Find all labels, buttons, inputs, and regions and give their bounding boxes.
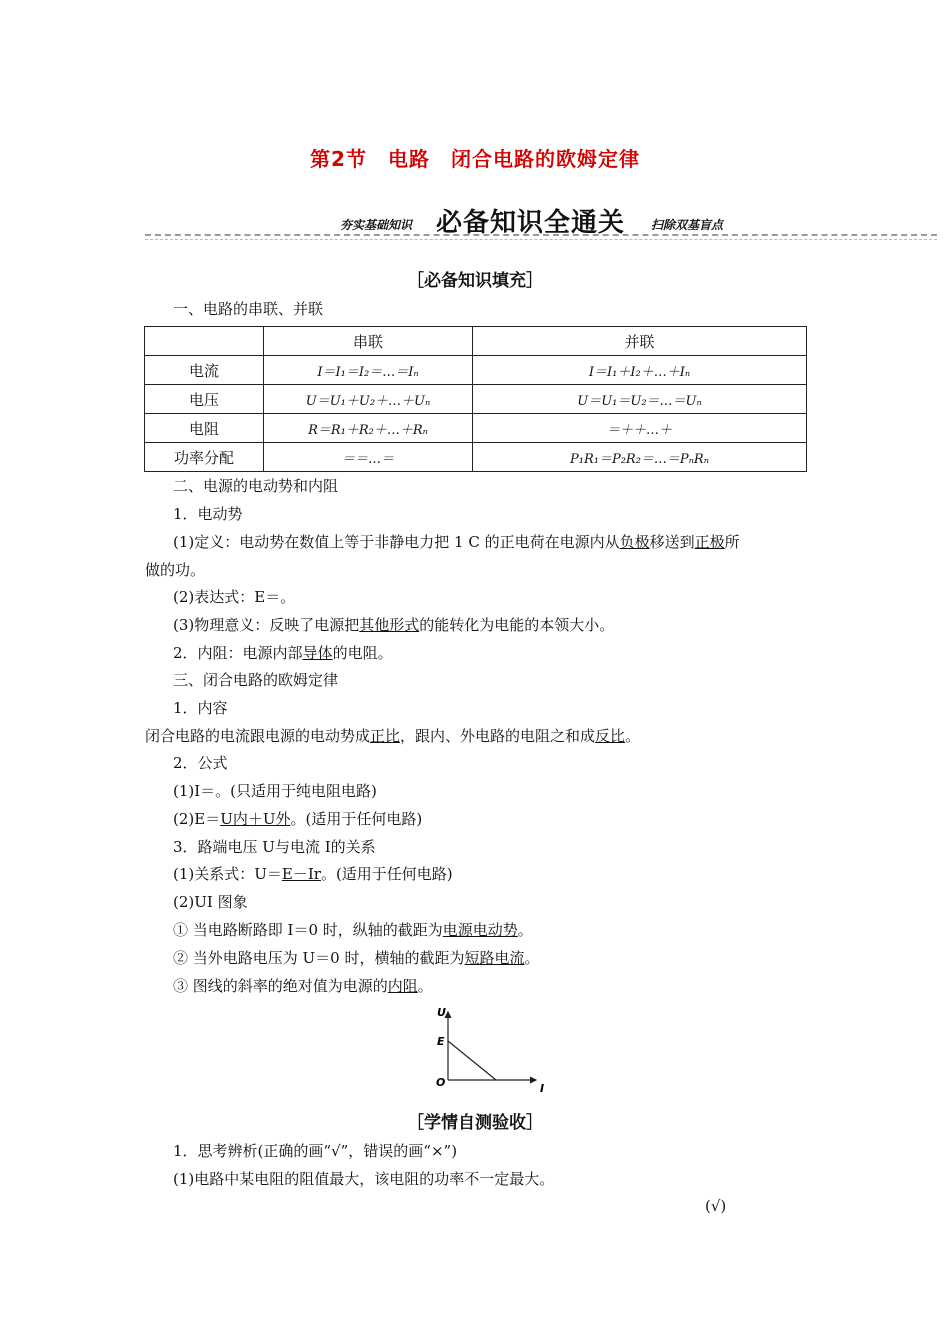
subheading-content: 1．内容 xyxy=(173,699,228,717)
section-heading-self-test: ［学情自测验收］ xyxy=(407,1113,543,1133)
y-axis-label: U xyxy=(437,1006,446,1019)
table-cell: 电压 xyxy=(145,385,264,414)
x-axis-label: I xyxy=(540,1082,545,1095)
section-heading-knowledge: ［必备知识填充］ xyxy=(407,271,543,291)
banner-left-text: 夯实基础知识 xyxy=(340,218,413,232)
table-row xyxy=(145,414,807,443)
ui-point-1: ① 当电路断路即 I＝0 时，纵轴的截距为电源电动势。 xyxy=(173,921,533,939)
table-cell: U＝U₁＝U₂＝…＝Uₙ xyxy=(473,385,807,414)
emf-definition-cont: 做的功。 xyxy=(145,561,206,579)
ui-point-2: ② 当外电路电压为 U＝0 时，横轴的截距为短路电流。 xyxy=(173,949,540,967)
emf-intercept-label: E xyxy=(437,1035,445,1048)
ui-line xyxy=(448,1041,496,1080)
table-cell: U＝U₁＋U₂＋…＋Uₙ xyxy=(264,385,473,414)
heading-series-parallel: 一、电路的串联、并联 xyxy=(173,300,324,318)
subheading-terminal-voltage: 3．路端电压 U与电流 I的关系 xyxy=(173,838,376,856)
subheading-formula: 2．公式 xyxy=(173,754,228,772)
table-cell: R＝R₁＋R₂＋…＋Rₙ xyxy=(264,414,473,443)
table-header-cell xyxy=(145,327,264,356)
table-cell: I＝I₁＋I₂＋…＋Iₙ xyxy=(473,356,807,385)
banner-divider xyxy=(145,234,937,236)
ui-graph-label: (2)UI 图象 xyxy=(173,893,248,911)
table-cell: I＝I₁＝I₂＝…＝Iₙ xyxy=(264,356,473,385)
heading-emf: 二、电源的电动势和内阻 xyxy=(173,477,339,495)
question-1-item-1: (1)电路中某电阻的阻值最大，该电阻的功率不一定最大。 xyxy=(173,1170,555,1188)
page-title: 第2节 电路 闭合电路的欧姆定律 xyxy=(310,147,640,171)
table-cell: 电流 xyxy=(145,356,264,385)
relation-formula: (1)关系式：U＝E－Ir。(适用于任何电路) xyxy=(173,865,453,883)
internal-resistance: 2．内阻：电源内部导体的电阻。 xyxy=(173,644,393,662)
ui-point-3: ③ 图线的斜率的绝对值为电源的内阻。 xyxy=(173,977,433,995)
emf-definition: (1)定义：电动势在数值上等于非静电力把 1 C 的正电荷在电源内从负极移送到正极所 xyxy=(173,533,740,551)
emf-meaning: (3)物理意义：反映了电源把其他形式的能转化为电能的本领大小。 xyxy=(173,616,615,634)
table-header-row xyxy=(145,327,807,356)
answer-mark: (√) xyxy=(705,1197,727,1215)
emf-expression: (2)表达式：E＝。 xyxy=(173,588,296,606)
table-row xyxy=(145,443,807,472)
table-cell: 功率分配 xyxy=(145,443,264,472)
formula-1: (1)I＝。(只适用于纯电阻电路) xyxy=(173,782,377,800)
ui-graph xyxy=(430,1004,555,1096)
origin-label: O xyxy=(436,1076,446,1089)
heading-ohm-law: 三、闭合电路的欧姆定律 xyxy=(173,671,339,689)
series-parallel-table xyxy=(144,326,807,472)
subheading-emf: 1．电动势 xyxy=(173,505,243,523)
table-row xyxy=(145,356,807,385)
table-header-cell: 串联 xyxy=(264,327,473,356)
banner-divider-2 xyxy=(145,239,937,240)
banner-heading: 必备知识全通关 xyxy=(436,208,626,238)
formula-2: (2)E＝U内＋U外。(适用于任何电路) xyxy=(173,810,423,828)
table-header-cell: 并联 xyxy=(473,327,807,356)
table-row xyxy=(145,385,807,414)
table-cell: P₁R₁＝P₂R₂＝…＝PₙRₙ xyxy=(473,443,807,472)
content-text: 闭合电路的电流跟电源的电动势成正比，跟内、外电路的电阻之和成反比。 xyxy=(145,727,641,745)
table-cell: ＝＝…＝ xyxy=(264,443,473,472)
table-cell: 电阻 xyxy=(145,414,264,443)
banner-right-text: 扫除双基盲点 xyxy=(651,218,724,232)
question-1: 1．思考辨析(正确的画“√”，错误的画“×”) xyxy=(173,1142,458,1160)
table-cell: ＝＋＋…＋ xyxy=(473,414,807,443)
